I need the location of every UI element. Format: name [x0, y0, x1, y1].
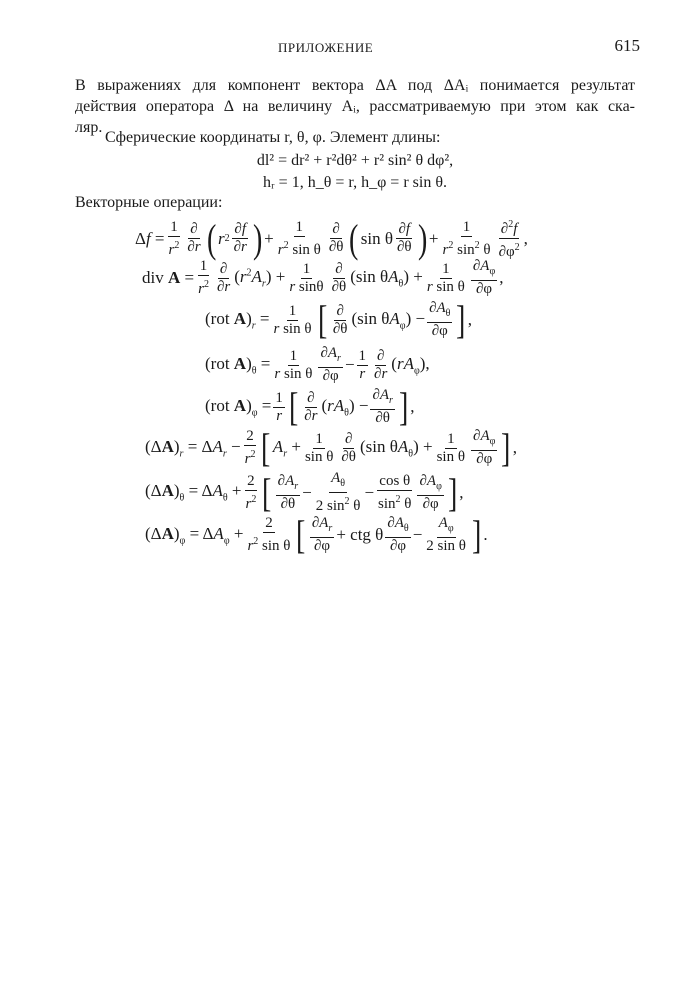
curl-theta-formula: (rot $A)_\theta$ = $\frac{1}{\text{r sin θ}}$ $\frac{\partial A_r}{\partial\varphi}$ − $\frac{1}{r}$ $\frac{\partial}{\partial r}$ $(rA_\varphi)$,	[205, 345, 430, 384]
intro-line-3: ляр.	[75, 119, 103, 136]
vector-laplacian-r-formula: $(\Delta A)_r = \Delta A_r$ − $\frac{2}{r^2}$ [ $A_r$ + $\frac{1}{\text{sin θ}}$ $\frac{\partial}{\partial\theta}$ (sin $\theta A_\theta$) + $\frac{1}{\text{sin θ}}$ $\frac{\partial A_\varphi}{\partial\varphi}$ ] ,	[145, 425, 517, 470]
page-number: 615	[614, 36, 640, 55]
page-header	[0, 36, 700, 60]
curl-r-formula: (rot $A)_r$ = $\frac{1}{\text{r sin θ}}$ [ $\frac{\partial}{\partial\theta}$ (sin $\theta A_\varphi$) − $\frac{\partial A_\theta}{\partial\varphi}$ ] ,	[205, 297, 473, 342]
spherical-heading-text: Сферические координаты r, θ, φ. Элемент длины:	[105, 129, 441, 146]
running-title: ПРИЛОЖЕНИЕ	[278, 40, 374, 55]
intro-line-2: действия оператора Δ на величину Aᵢ, рассматриваемую при этом как ска-	[75, 98, 635, 115]
intro-line-1: В выражениях для компонент вектора ΔA под ΔAᵢ понимается результат	[75, 77, 635, 94]
vector-laplacian-theta-formula: $(\Delta A)_\theta = \Delta A_\theta$ + $\frac{2}{r^2}$ [ $\frac{\partial A_r}{\partial\theta}$ − $\frac{A_\theta}{2 \sin^2 \theta}$ − $\frac{\text{cos θ}}{\sin^2 \theta}$ $\frac{\partial A_\varphi}{\partial\varphi}$ ] ,	[145, 469, 464, 515]
vector-ops-heading-text: Векторные операции:	[75, 194, 223, 211]
curl-phi-formula: (rot $A)_\varphi$ = $\frac{1}{r}$ [ $\frac{\partial}{\partial r}$ $(rA_\theta)$ − $\frac{\partial A_r}{\partial\theta}$ ] ,	[205, 384, 415, 429]
vector-ops-heading	[75, 192, 635, 213]
length-element-formula: dl² = dr² + r²dθ² + r² sin² θ dφ²,	[256, 152, 454, 169]
spherical-heading	[105, 127, 635, 148]
divergence-formula: div A = $\frac{1}{r^2}$ $\frac{\partial}{\partial r}$ $(r^2A_r)$ + $\frac{1}{\text{r sinθ}}$ $\frac{\partial}{\partial\theta}$ (sin $\theta A_\theta$) + $\frac{1}{\text{r sin θ}}$ $\frac{\partial A_\varphi}{\partial\varphi}$ ,	[142, 258, 504, 297]
lame-coefficients: hᵣ = 1, h_θ = r, h_φ = r sin θ.	[263, 174, 447, 191]
vector-laplacian-phi-formula: $(\Delta A)_\varphi = \Delta A_\varphi$ + $\frac{2}{r^2 \sin \theta}$ [ $\frac{\partial A_r}{\partial\varphi}$ + ctg θ $\frac{\partial A_\theta}{\partial\varphi}$ − $\frac{A_\varphi}{\text{2 sin θ}}$ ] .	[145, 512, 488, 557]
laplacian-formula: Δf = $\frac{1}{r^2}$ $\frac{\partial}{\partial r}$ ( r 2 $\frac{\partial f}{\partial r}$ ) + $\frac{1}{r^2 \sin \theta}$ $\frac{\partial}{\partial\theta}$ ( sin θ $\frac{\partial f}{\partial\theta}$ ) + $\frac{1}{r^2 \sin^2 \theta}$ $\frac{\partial^2f}{\partial\varphi^2}$ ,	[135, 215, 528, 261]
